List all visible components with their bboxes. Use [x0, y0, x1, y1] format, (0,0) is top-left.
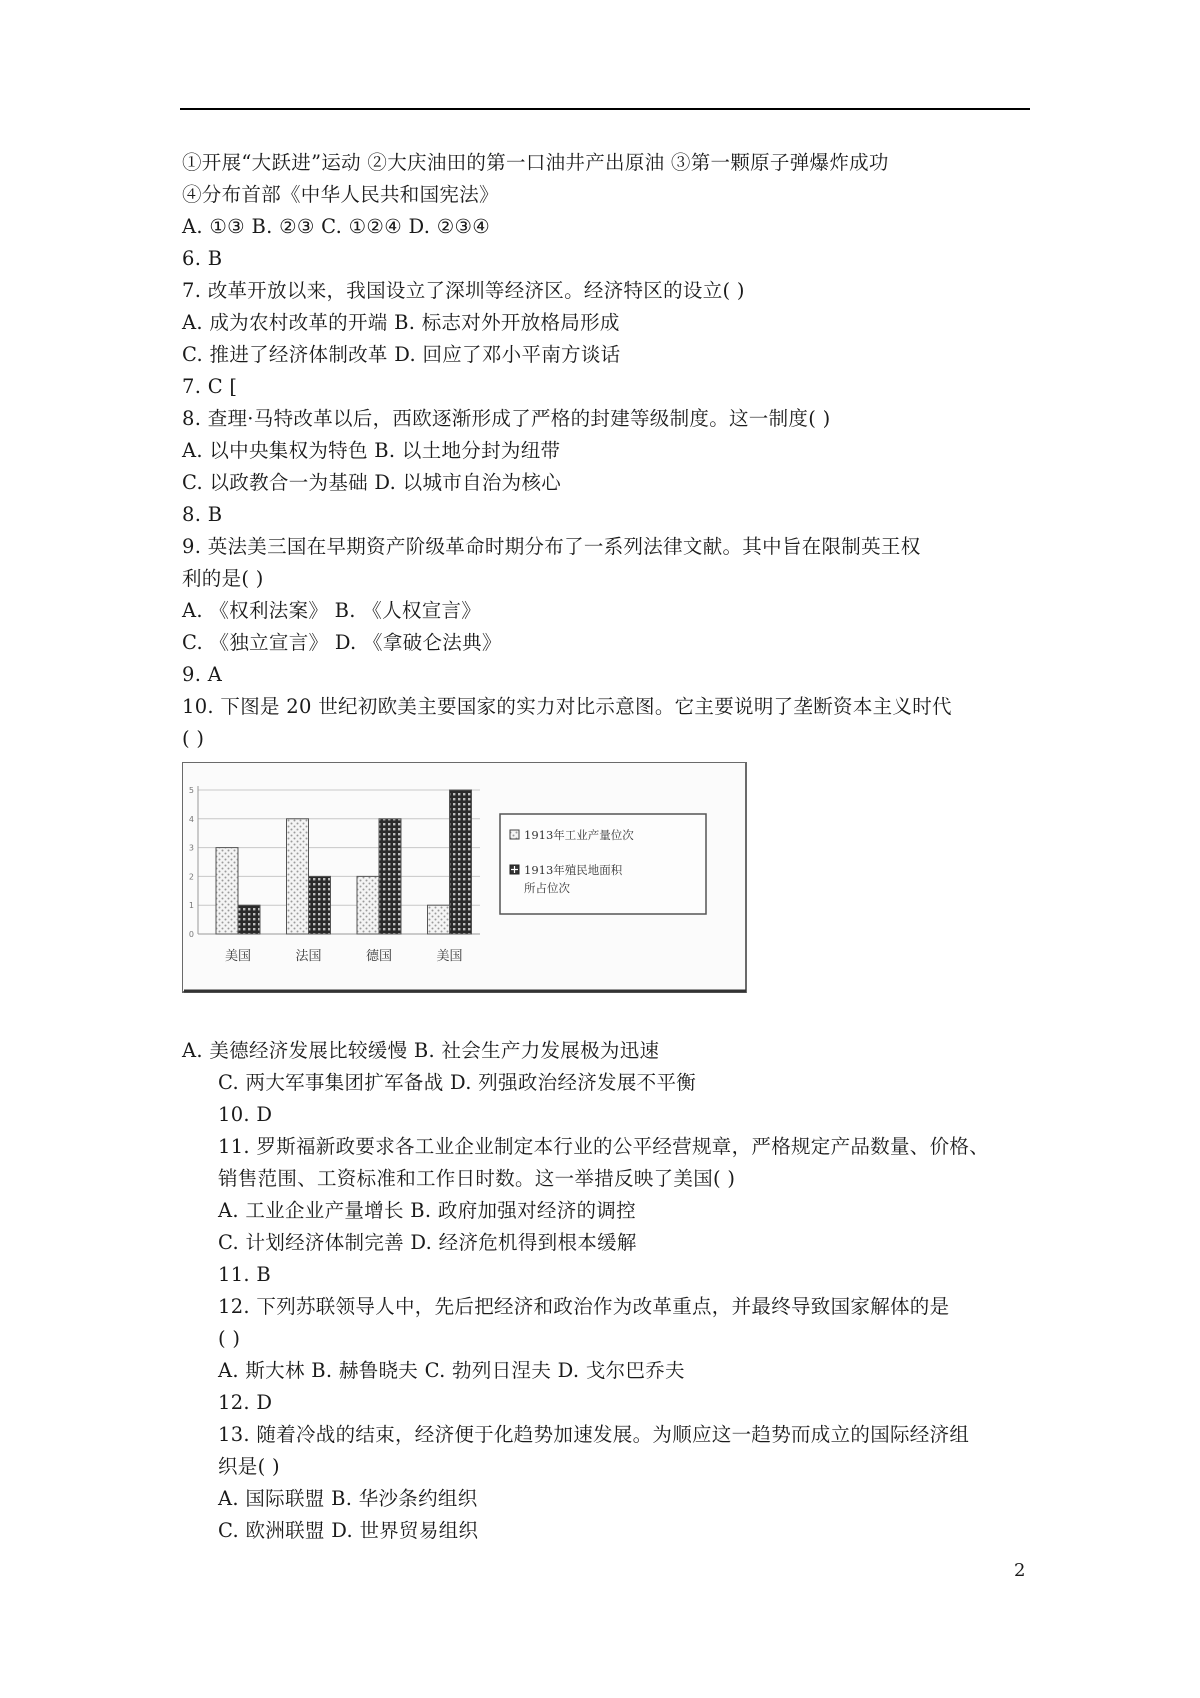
text-line: A. 国际联盟 B. 华沙条约组织: [218, 1487, 478, 1510]
text-line: 9. 英法美三国在早期资产阶级革命时期分布了一系列法律文献。其中旨在限制英王权: [182, 535, 921, 558]
header-rule: [180, 108, 1030, 110]
legend-label-1: 1913年工业产量位次: [524, 828, 634, 842]
text-line: ①开展“大跃进”运动 ②大庆油田的第一口油井产出原油 ③第一颗原子弹爆炸成功: [182, 151, 889, 174]
text-line: 6. B: [182, 247, 223, 270]
text-line: C. 欧洲联盟 D. 世界贸易组织: [218, 1519, 479, 1542]
text-line: A. 工业企业产量增长 B. 政府加强对经济的调控: [218, 1199, 636, 1222]
text-line: 织是( ): [218, 1455, 280, 1478]
legend-swatch-1: [510, 830, 519, 839]
y-tick-label: 5: [188, 786, 194, 795]
legend-label-2: 1913年殖民地面积: [524, 863, 623, 877]
text-line: C. 以政教合一为基础 D. 以城市自治为核心: [182, 471, 562, 494]
text-line: ( ): [218, 1327, 241, 1350]
text-line: 7. 改革开放以来，我国设立了深圳等经济区。经济特区的设立( ): [182, 279, 745, 302]
text-line: 销售范围、工资标准和工作日时数。这一举措反映了美国( ): [218, 1167, 736, 1190]
text-line: C. 《独立宣言》 D. 《拿破仑法典》: [182, 631, 502, 654]
y-tick-label: 2: [188, 872, 194, 882]
text-line: A. 斯大林 B. 赫鲁晓夫 C. 勃列日涅夫 D. 戈尔巴乔夫: [218, 1359, 685, 1382]
text-line: ④分布首部《中华人民共和国宪法》: [182, 183, 499, 206]
category-label: 美国: [224, 949, 252, 964]
y-tick-label: 3: [188, 843, 194, 853]
page-number: 2: [1014, 1560, 1026, 1581]
text-line: C. 两大军事集团扩军备战 D. 列强政治经济发展不平衡: [218, 1071, 697, 1094]
text-line: 11. 罗斯福新政要求各工业企业制定本行业的公平经营规章，严格规定产品数量、价格、: [218, 1135, 990, 1158]
bar: [379, 819, 401, 934]
text-line: 10. 下图是 20 世纪初欧美主要国家的实力对比示意图。它主要说明了垄断资本主义时代: [182, 695, 952, 718]
text-line: A. 成为农村改革的开端 B. 标志对外开放格局形成: [182, 311, 620, 334]
text-line: 13. 随着冷战的结束，经济便于化趋势加速发展。为顺应这一趋势而成立的国际经济组: [218, 1423, 970, 1446]
text-line: 8. 查理·马特改革以后，西欧逐渐形成了严格的封建等级制度。这一制度( ): [182, 407, 831, 430]
text-line: 利的是( ): [182, 567, 264, 590]
text-line: 8. B: [182, 503, 223, 526]
category-label: 法国: [295, 949, 322, 964]
text-line: C. 计划经济体制完善 D. 经济危机得到根本缓解: [218, 1231, 637, 1254]
bar-chart: [182, 762, 748, 994]
text-line: 12. 下列苏联领导人中，先后把经济和政治作为改革重点，并最终导致国家解体的是: [218, 1295, 950, 1318]
y-tick-label: 0: [188, 930, 194, 939]
bar: [287, 819, 309, 934]
text-line: 7. C [: [182, 375, 238, 398]
text-line: ( ): [182, 727, 205, 750]
text-line: 9. A: [182, 663, 223, 686]
bar: [357, 876, 379, 934]
y-tick-label: 1: [188, 901, 194, 911]
y-tick-label: 4: [188, 814, 194, 824]
category-label: 德国: [365, 949, 393, 964]
chart-svg: [182, 762, 748, 994]
text-line: A. 美德经济发展比较缓慢 B. 社会生产力发展极为迅速: [182, 1039, 660, 1062]
category-label: 美国: [436, 949, 463, 964]
text-line: 11. B: [218, 1263, 272, 1286]
bar: [428, 905, 450, 934]
text-line: C. 推进了经济体制改革 D. 回应了邓小平南方谈话: [182, 343, 621, 366]
text-line: 12. D: [218, 1391, 273, 1414]
bar: [309, 876, 331, 934]
text-line: A. ①③ B. ②③ C. ①②④ D. ②③④: [182, 215, 491, 238]
bar: [238, 905, 260, 934]
text-line: A. 《权利法案》 B. 《人权宣言》: [182, 599, 482, 622]
legend-label-2-cont: 所占位次: [524, 881, 570, 895]
text-line: A. 以中央集权为特色 B. 以土地分封为纽带: [182, 439, 561, 462]
bar: [450, 790, 472, 934]
text-line: 10. D: [218, 1103, 273, 1126]
bar: [216, 848, 238, 934]
